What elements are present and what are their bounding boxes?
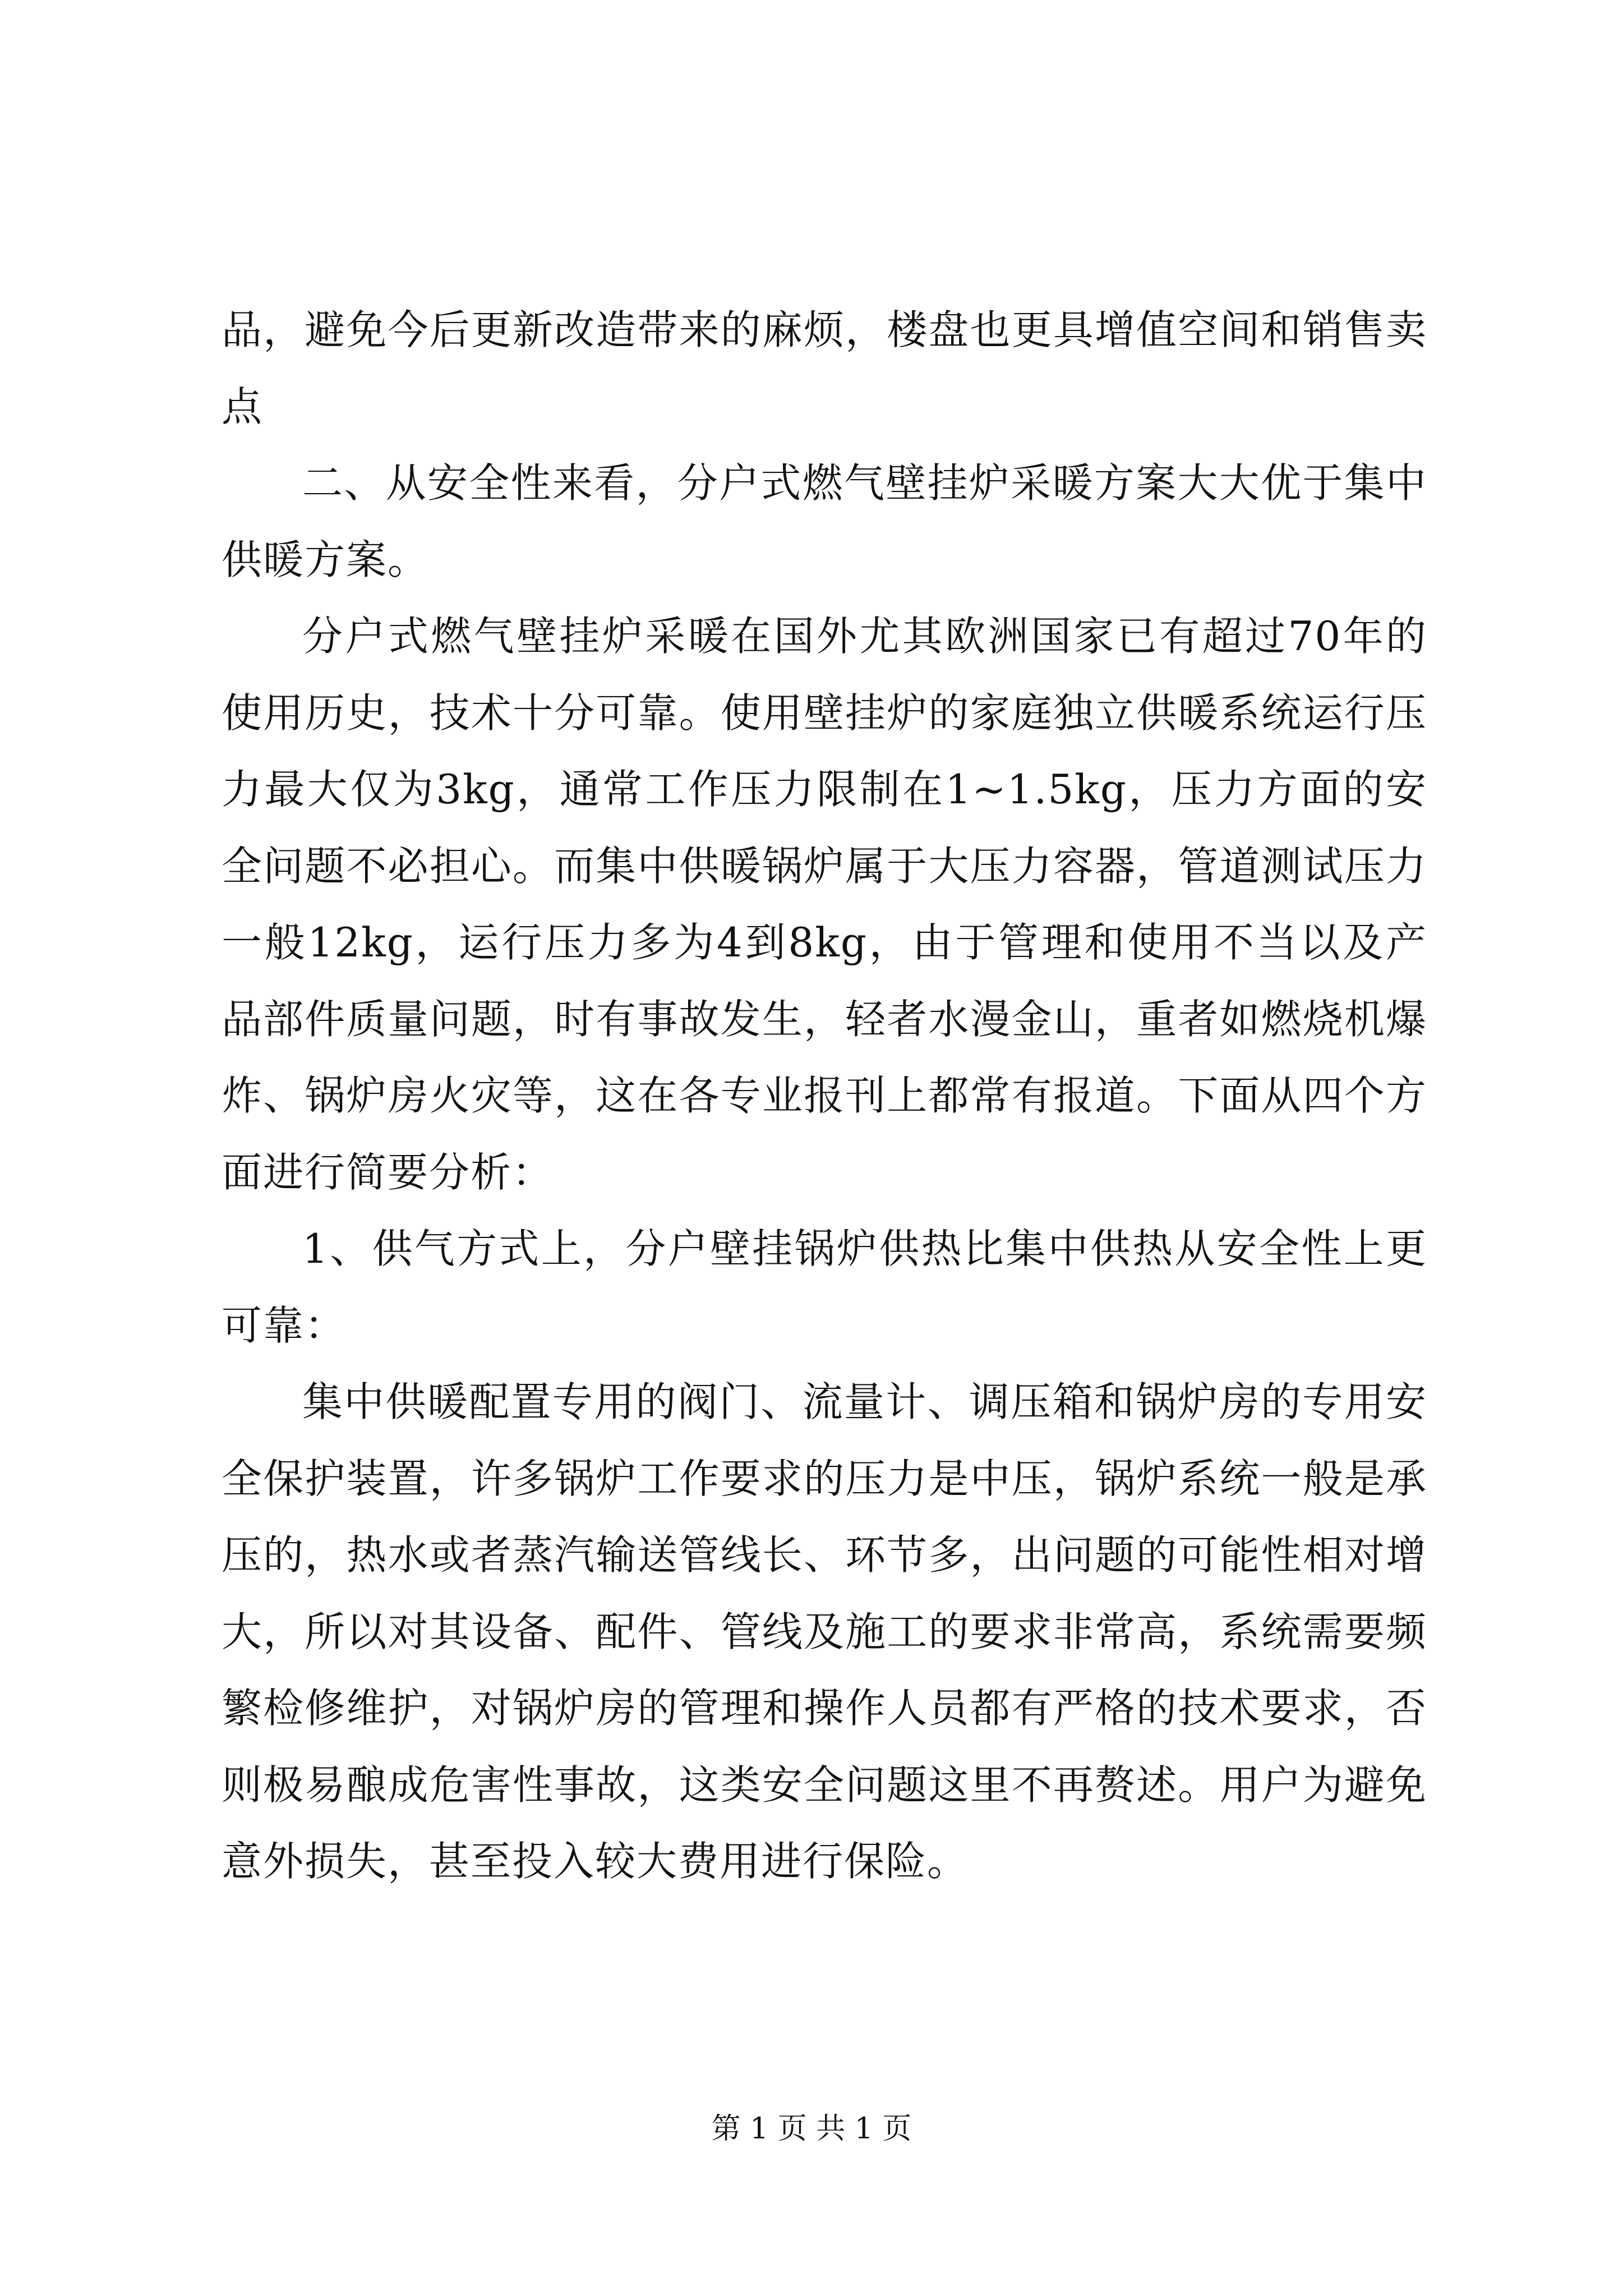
paragraph-5: 集中供暖配置专用的阀门、流量计、调压箱和锅炉房的专用安全保护装置，许多锅炉工作要求的压力是中压，锅炉系统一般是承压的，热水或者蒸汽输送管线长、环节多，出问题的可能性相对增大，所以对其设备、配件、管线及施工的要求非常高，系统需要频繁检修维护，对锅炉房的管理和操作人员都有严格的技术要求，否则极易酿成危害性事故，这类安全问题这里不再赘述。用户为避免意外损失，甚至投入较大费用进行保险。 xyxy=(222,1378,1427,1885)
paragraph-4: 1、供气方式上，分户壁挂锅炉供热比集中供热从安全性上更可靠： xyxy=(222,1225,1427,1349)
paragraph-2: 二、从安全性来看，分户式燃气壁挂炉采暖方案大大优于集中供暖方案。 xyxy=(222,459,1427,583)
paragraph-1: 品，避免今后更新改造带来的麻烦，楼盘也更具增值空间和销售卖点 xyxy=(222,306,1427,430)
page-number-label: 第 1 页 共 1 页 xyxy=(711,2112,912,2146)
paragraph-3: 分户式燃气壁挂炉采暖在国外尤其欧洲国家已有超过70年的使用历史，技术十分可靠。使用壁挂炉的家庭独立供暖系统运行压力最大仅为3kg，通常工作压力限制在1~1.5kg，压力方面的安全问题不必担心。而集中供暖锅炉属于大压力容器，管道测试压力一般12kg，运行压力多为4到8kg，由于管理和使用不当以及产品部件质量问题，时有事故发生，轻者水漫金山，重者如燃烧机爆炸、锅炉房火灾等，这在各专业报刊上都常有报道。下面从四个方面进行简要分析： xyxy=(222,613,1427,1196)
page-footer xyxy=(0,2109,1623,2148)
document-body xyxy=(222,292,1427,1900)
